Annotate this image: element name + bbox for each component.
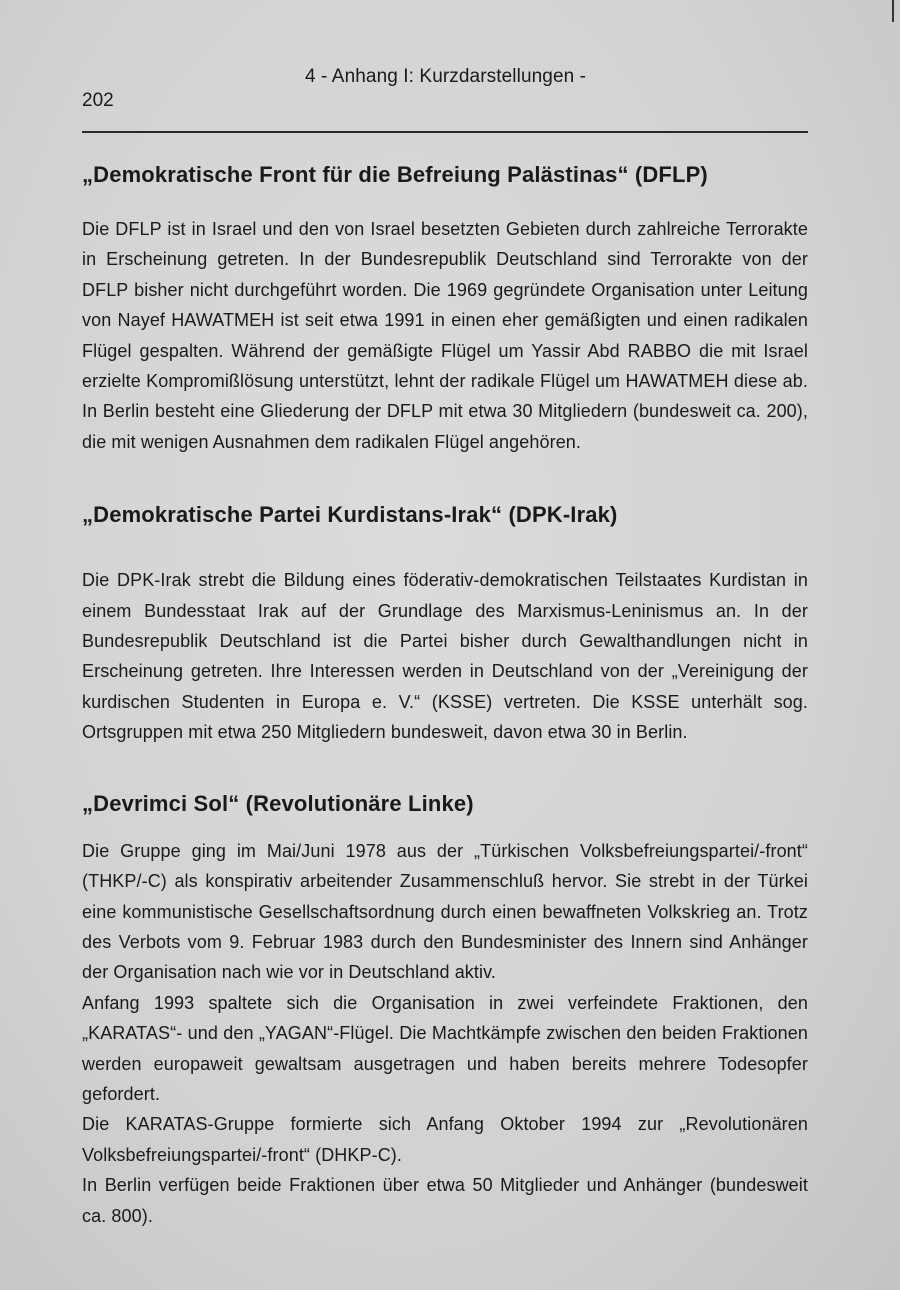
paragraph: Die KARATAS-Gruppe formierte sich Anfang Oktober 1994 zur „Revolutionären Volksbefreiungspartei/-front“ (DHKP-C). <box>82 1114 808 1165</box>
header-rule <box>82 131 808 133</box>
page-number: 202 <box>82 90 114 111</box>
paragraph: Die DPK-Irak strebt die Bildung eines föderativ-demokratischen Teilstaates Kurdistan in einem Bundesstaat Irak auf der Grundlage des Marxismus-Leninismus an. In der Bundesrepublik Deutschland ist die Partei bisher durch Gewalthandlungen nicht in Erscheinung getreten. Ihre Interessen werden in Deutschland von der „Vereinigung der kurdischen Studenten in Europa e. V.“ (KSSE) vertreten. Die KSSE unterhält sog. Ortsgruppen mit etwa 250 Mitgliedern bundesweit, davon etwa 30 in Berlin. <box>82 570 808 743</box>
section-dpk-irak <box>82 500 808 747</box>
scan-edge-mark <box>892 0 894 22</box>
section-heading-devrimci-sol: „Devrimci Sol“ (Revolutionäre Linke) <box>82 790 474 816</box>
paragraph: Die Gruppe ging im Mai/Juni 1978 aus der „Türkischen Volksbefreiungspartei/-front“ (THKP/-C) als konspirativ arbeitender Zusammenschluß hervor. Sie strebt in der Türkei eine kommunistische Gesellschaftsordnung durch einen bewaffneten Volkskrieg an. Trotz des Verbots vom 9. Februar 1983 durch den Bundesminister des Innern sind Anhänger der Organisation nach wie vor in Deutschland aktiv. <box>82 840 808 983</box>
paragraph: Die DFLP ist in Israel und den von Israel besetzten Gebieten durch zahlreiche Terrorakte in Erscheinung getreten. In der Bundesrepublik Deutschland sind Terrorakte von der DFLP bisher nicht durchgeführt worden. Die 1969 gegründete Organisation unter Leitung von Nayef HAWATMEH ist seit etwa 1991 in einen eher gemäßigten und einen radikalen Flügel gespalten. Während der gemäßigte Flügel um Yassir Abd RABBO die mit Israel erzielte Kompromißlösung unterstützt, lehnt der radikale Flügel um HAWATMEH diese ab. In Berlin besteht eine Gliederung der DFLP mit etwa 30 Mitgliedern (bundesweit ca. 200), die mit wenigen Ausnahmen dem radikalen Flügel angehören. <box>82 219 808 452</box>
section-heading-dpk-irak: „Demokratische Partei Kurdistans-Irak“ (DPK-Irak) <box>82 502 618 528</box>
running-header-chapter: 4 - Anhang I: Kurzdarstellungen - <box>305 66 587 87</box>
section-devrimci-sol <box>82 789 808 1231</box>
section-heading-dflp: „Demokratische Front für die Befreiung Palästinas“ (DFLP) <box>82 162 708 187</box>
section-dflp <box>82 160 808 457</box>
paragraph: In Berlin verfügen beide Fraktionen über etwa 50 Mitglieder und Anhänger (bundesweit ca. 800). <box>82 1175 808 1226</box>
paragraph: Anfang 1993 spaltete sich die Organisation in zwei verfeindete Fraktionen, den „KARATAS“- und den „YAGAN“-Flügel. Die Machtkämpfe zwischen den beiden Fraktionen werden europaweit gewaltsam ausgetragen und haben bereits mehrere Todesopfer gefordert. <box>82 992 808 1104</box>
page-body <box>82 160 808 1231</box>
